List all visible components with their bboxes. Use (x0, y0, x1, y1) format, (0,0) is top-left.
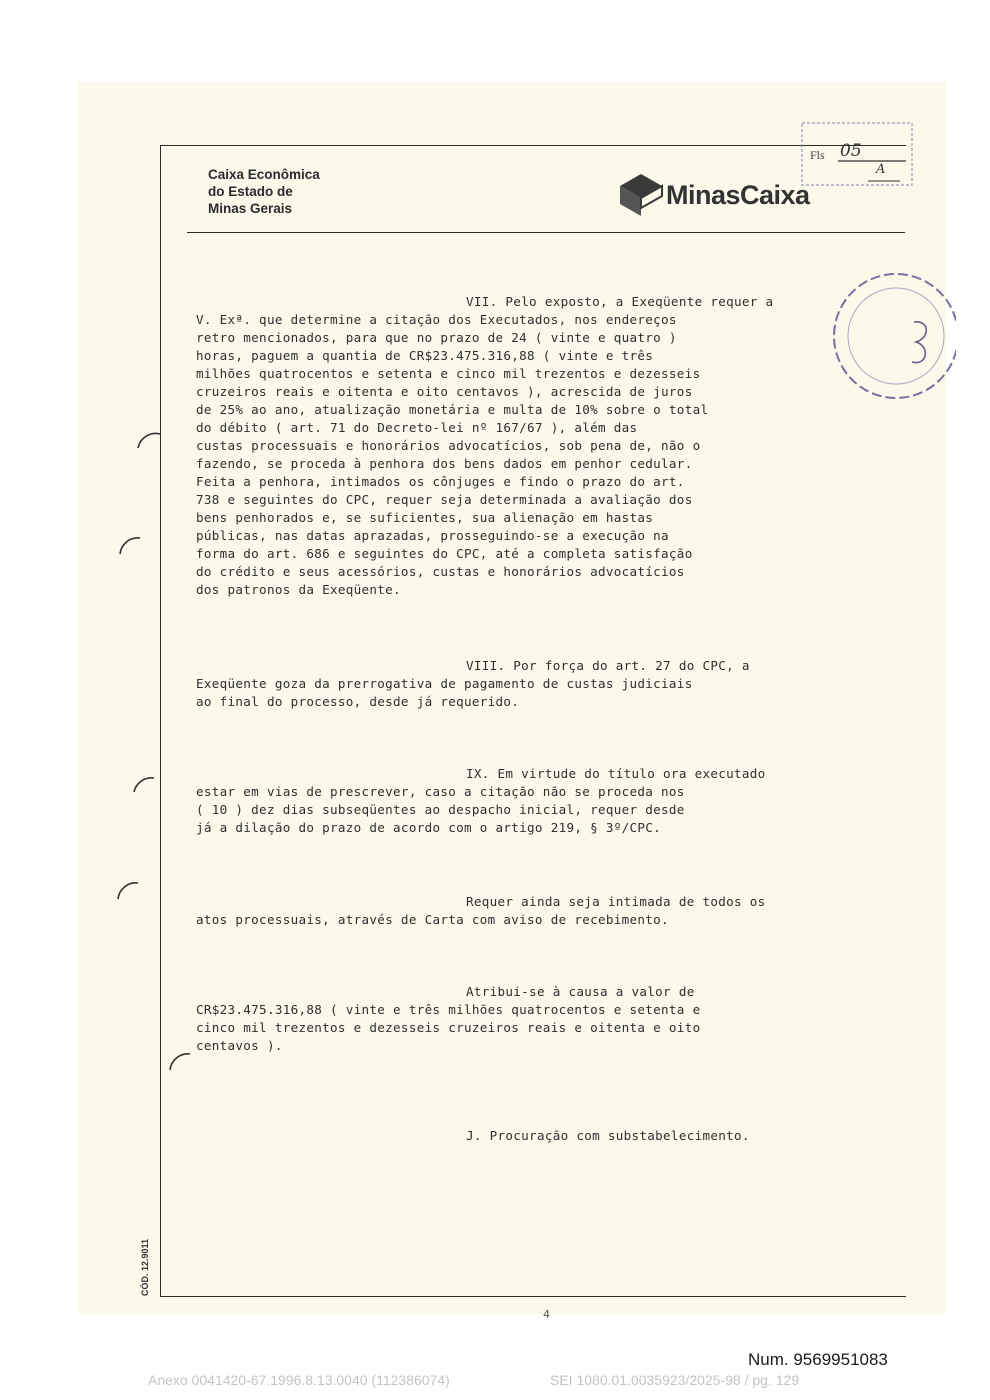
paragraph-line: Atribui-se à causa a valor de (466, 984, 695, 999)
paragraph-line: cinco mil trezentos e dezesseis cruzeiros reais e oitenta e oito (196, 1020, 701, 1035)
paragraph-line: fazendo, se proceda à penhora dos bens dados em penhor cedular. (196, 456, 693, 471)
paragraph-line: já a dilação do prazo de acordo com o artigo 219, § 3º/CPC. (196, 820, 662, 835)
paragraph-ix (196, 765, 894, 837)
paragraph-viii (196, 657, 894, 711)
paragraph-line: de 25% ao ano, atualização monetária e multa de 10% sobre o total (196, 402, 709, 417)
paragraph-line: estar em vias de prescrever, caso a citação não se proceda nos (196, 784, 685, 799)
punch-hole-icon (108, 532, 152, 576)
paragraph-line: dos patronos da Exeqüente. (196, 582, 401, 597)
paragraph-line: do débito ( art. 71 do Decreto-lei nº 167/67 ), além das (196, 420, 638, 435)
folio-label: Fls (810, 148, 825, 162)
paragraph-line: VII. Pelo exposto, a Exeqüente requer a (466, 294, 774, 309)
paragraph-line: cruzeiros reais e oitenta e oito centavos ), acrescida de juros (196, 384, 693, 399)
paragraph-line: bens penhorados e, se suficientes, sua alienação em hastas (196, 510, 654, 525)
paragraph-requer (196, 893, 894, 929)
paragraph-line: Exeqüente goza da prerrogativa de pagamento de custas judiciais (196, 676, 693, 691)
punch-hole-icon (120, 772, 164, 816)
paragraph-line: Requer ainda seja intimada de todos os (466, 894, 766, 909)
header-rule (187, 232, 905, 233)
paragraph-line: CR$23.475.316,88 ( vinte e três milhões quatrocentos e setenta e (196, 1002, 701, 1017)
paragraph-line: IX. Em virtude do título ora executado (466, 766, 766, 781)
paragraph-line: J. Procuração com substabelecimento. (466, 1128, 750, 1143)
institution-line: Caixa Econômica (208, 167, 320, 182)
paragraph-line: centavos ). (196, 1038, 283, 1053)
paragraph-line: 738 e seguintes do CPC, requer seja determinada a avaliação dos (196, 492, 693, 507)
paragraph-line: retro mencionados, para que no prazo de 24 ( vinte e quatro ) (196, 330, 677, 345)
paragraph-line: atos processuais, através de Carta com aviso de recebimento. (196, 912, 669, 927)
form-code: CÓD. 12.9011 (140, 1238, 150, 1296)
institution-line: Minas Gerais (208, 201, 293, 216)
document-number: Num. 9569951083 (748, 1350, 888, 1369)
logo-wordmark: MinasCaixa (666, 180, 810, 210)
paragraph-vii (196, 293, 894, 599)
paragraph-line: ao final do processo, desde já requerido. (196, 694, 520, 709)
paragraph-line: milhões quatrocentos e setenta e cinco mil trezentos e dezesseis (196, 366, 701, 381)
folio-number: 05 (840, 141, 862, 161)
paragraph-line: Feita a penhora, intimados os cônjuges e findo o prazo do art. (196, 474, 685, 489)
paragraph-line: horas, paguem a quantia de CR$23.475.316,88 ( vinte e três (196, 348, 654, 363)
footer-watermark (148, 1372, 968, 1388)
punch-hole-icon (106, 875, 150, 919)
paragraph-line: V. Exª. que determine a citação dos Executados, nos endereços (196, 312, 677, 327)
minascaixa-logo-icon (618, 172, 664, 218)
paragraph-line: do crédito e seus acessórios, custas e honorários advocatícios (196, 564, 685, 579)
footer-sei-ref: SEI 1080.01.0035923/2025-98 / pg. 129 (550, 1372, 800, 1388)
paragraph-line: custas processuais e honorários advocatícios, sob pena de, não o (196, 438, 701, 453)
paragraph-line: ( 10 ) dez dias subseqüentes ao despacho inicial, requer desde (196, 802, 685, 817)
folio-initials: A (876, 162, 886, 177)
paragraph-line: forma do art. 686 e seguintes do CPC, até a completa satisfação (196, 546, 693, 561)
paragraph-line: VIII. Por força do art. 27 do CPC, a (466, 658, 750, 673)
paragraph-procuracao (196, 1127, 894, 1145)
institution-name (208, 166, 378, 217)
paragraph-line: públicas, nas datas aprazadas, prosseguindo-se a execução na (196, 528, 669, 543)
paragraph-valor-causa (196, 983, 894, 1055)
page-mark: 4 (543, 1308, 550, 1321)
footer-annex-ref: Anexo 0041420-67.1996.8.13.0040 (112386074) (148, 1372, 450, 1388)
institution-line: do Estado de (208, 184, 293, 199)
